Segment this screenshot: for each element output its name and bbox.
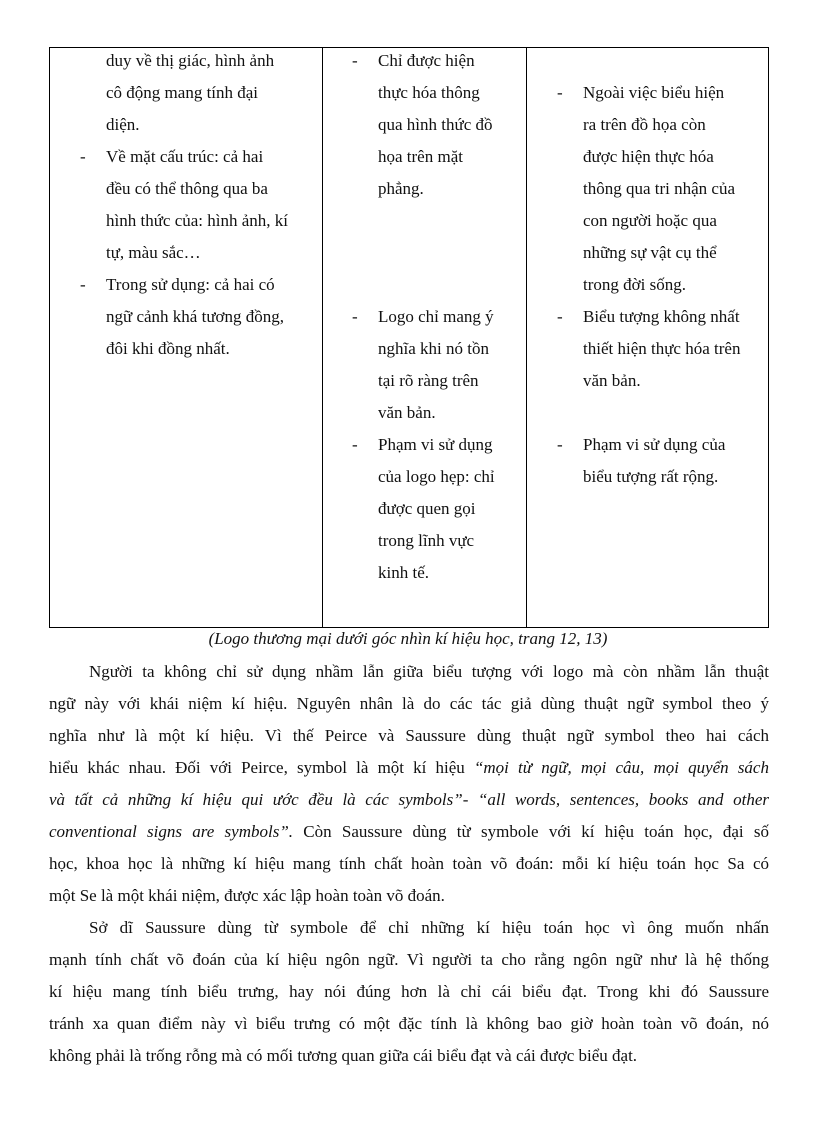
table-line: văn bản. bbox=[583, 371, 641, 390]
bullet-dash: - bbox=[352, 51, 358, 70]
table-line: diện. bbox=[106, 115, 140, 134]
table-line: hình thức của: hình ảnh, kí bbox=[106, 211, 289, 230]
quote-fragment: conventional signs are symbols”. bbox=[49, 822, 294, 841]
body-line bbox=[49, 758, 769, 778]
table-line: những sự vật cụ thể bbox=[583, 243, 717, 262]
table-line: Logo chỉ mang ý bbox=[378, 307, 494, 326]
body-line bbox=[49, 726, 769, 746]
text-fragment: tránh xa quan điểm này vì biểu trưng có một đặc tính là không bao giờ hoàn toàn võ đoán, nó bbox=[49, 1014, 769, 1033]
text-fragment: mạnh tính chất võ đoán của kí hiệu ngôn ngữ. Vì người ta cho rằng ngôn ngữ như là hệ thống bbox=[49, 950, 769, 969]
body-line bbox=[49, 790, 769, 810]
table-line: nghĩa khi nó tồn bbox=[378, 339, 489, 358]
body-line bbox=[89, 918, 769, 938]
bullet-dash: - bbox=[80, 147, 86, 166]
body-line bbox=[49, 854, 769, 874]
bullet-dash: - bbox=[557, 83, 563, 102]
body-line bbox=[49, 694, 769, 714]
body-line bbox=[49, 822, 769, 842]
table-line: Phạm vi sử dụng bbox=[378, 435, 493, 454]
table-line: được hiện thực hóa bbox=[583, 147, 714, 166]
body-line bbox=[49, 1046, 769, 1066]
text-fragment: kí hiệu mang tính biểu trưng, hay nói đúng hơn là chỉ cái biểu đạt. Trong khi đó Saussure bbox=[49, 982, 769, 1001]
table-line: đều có thể thông qua ba bbox=[106, 179, 268, 198]
text-fragment: nghĩa như là một kí hiệu. Vì thế Peirce và Saussure dùng thuật ngữ symbol theo hai cách bbox=[49, 726, 769, 745]
bullet-dash: - bbox=[557, 307, 563, 326]
quote-fragment: “mọi từ ngữ, mọi câu, mọi quyển sách bbox=[473, 758, 769, 777]
body-line bbox=[89, 662, 769, 682]
table-line: kinh tế. bbox=[378, 563, 429, 582]
text-fragment: không phải là trống rỗng mà có mối tương quan giữa cái biểu đạt và cái được biểu đạt. bbox=[49, 1046, 638, 1065]
text-fragment: ngữ này với khái niệm kí hiệu. Nguyên nhân là do các tác giả dùng thuật ngữ symbol theo ý bbox=[49, 694, 769, 713]
table-line: Trong sử dụng: cả hai có bbox=[106, 275, 275, 294]
text-fragment: một Se là một khái niệm, được xác lập hoàn toàn võ đoán. bbox=[49, 886, 445, 905]
text-fragment: Sở dĩ Saussure dùng từ symbole để chỉ những kí hiệu toán học vì ông muốn nhấn bbox=[89, 918, 769, 937]
body-line bbox=[49, 1014, 769, 1034]
table-line: ngữ cảnh khá tương đồng, bbox=[106, 307, 285, 326]
table-caption: (Logo thương mại dưới góc nhìn kí hiệu học, trang 12, 13) bbox=[208, 629, 608, 648]
bullet-dash: - bbox=[557, 435, 563, 454]
bullet-dash: - bbox=[352, 435, 358, 454]
table-line: của logo hẹp: chỉ bbox=[378, 467, 495, 486]
table-line: tự, màu sắc… bbox=[106, 243, 201, 262]
table-line: biểu tượng rất rộng. bbox=[583, 467, 719, 486]
table-line: được quen gọi bbox=[378, 499, 476, 518]
table-line: tại rõ ràng trên bbox=[378, 371, 479, 390]
table-line: Ngoài việc biểu hiện bbox=[583, 83, 725, 102]
table-line: trong đời sống. bbox=[583, 275, 686, 294]
table-line: Phạm vi sử dụng của bbox=[583, 435, 726, 454]
table-cell-similarities bbox=[50, 48, 322, 627]
table-line: duy về thị giác, hình ảnh bbox=[106, 51, 275, 70]
table-cell-logo bbox=[322, 48, 526, 627]
table-line: đôi khi đồng nhất. bbox=[106, 339, 230, 358]
bullet-dash: - bbox=[80, 275, 86, 294]
table-cell-symbol bbox=[526, 48, 770, 627]
table-line: con người hoặc qua bbox=[583, 211, 717, 230]
table-line: họa trên mặt bbox=[378, 147, 463, 166]
table-line: qua hình thức đồ bbox=[378, 115, 493, 134]
table-line: Chỉ được hiện bbox=[378, 51, 475, 70]
text-fragment: Người ta không chỉ sử dụng nhầm lẫn giữa biểu tượng với logo mà còn nhầm lẫn thuật bbox=[89, 662, 769, 681]
body-line bbox=[49, 886, 769, 906]
text-fragment: hiểu khác nhau. Đối với Peirce, symbol là một kí hiệu bbox=[49, 758, 474, 777]
text-fragment: Còn Saussure dùng từ symbole với kí hiệu toán học, đại số bbox=[293, 822, 769, 841]
body-line bbox=[49, 982, 769, 1002]
table-line: văn bản. bbox=[378, 403, 436, 422]
table-line: thiết hiện thực hóa trên bbox=[583, 339, 741, 358]
table-line: thực hóa thông bbox=[378, 83, 480, 102]
quote-fragment: và tất cả những kí hiệu qui ước đều là các symbols”- “all words, sentences, books and other bbox=[49, 790, 769, 809]
body-line bbox=[49, 950, 769, 970]
table-line: trong lĩnh vực bbox=[378, 531, 475, 550]
table-line: Về mặt cấu trúc: cả hai bbox=[106, 147, 264, 166]
table-line: cô động mang tính đại bbox=[106, 83, 259, 102]
bullet-dash: - bbox=[352, 307, 358, 326]
table-line: thông qua tri nhận của bbox=[583, 179, 736, 198]
comparison-table bbox=[49, 47, 769, 628]
table-line: ra trên đồ họa còn bbox=[583, 115, 706, 134]
table-line: Biểu tượng không nhất bbox=[583, 307, 740, 326]
text-fragment: học, khoa học là những kí hiệu mang tính chất hoàn toàn võ đoán: mỗi kí hiệu toán học Sa có bbox=[49, 854, 769, 873]
table-line: phẳng. bbox=[378, 179, 424, 198]
